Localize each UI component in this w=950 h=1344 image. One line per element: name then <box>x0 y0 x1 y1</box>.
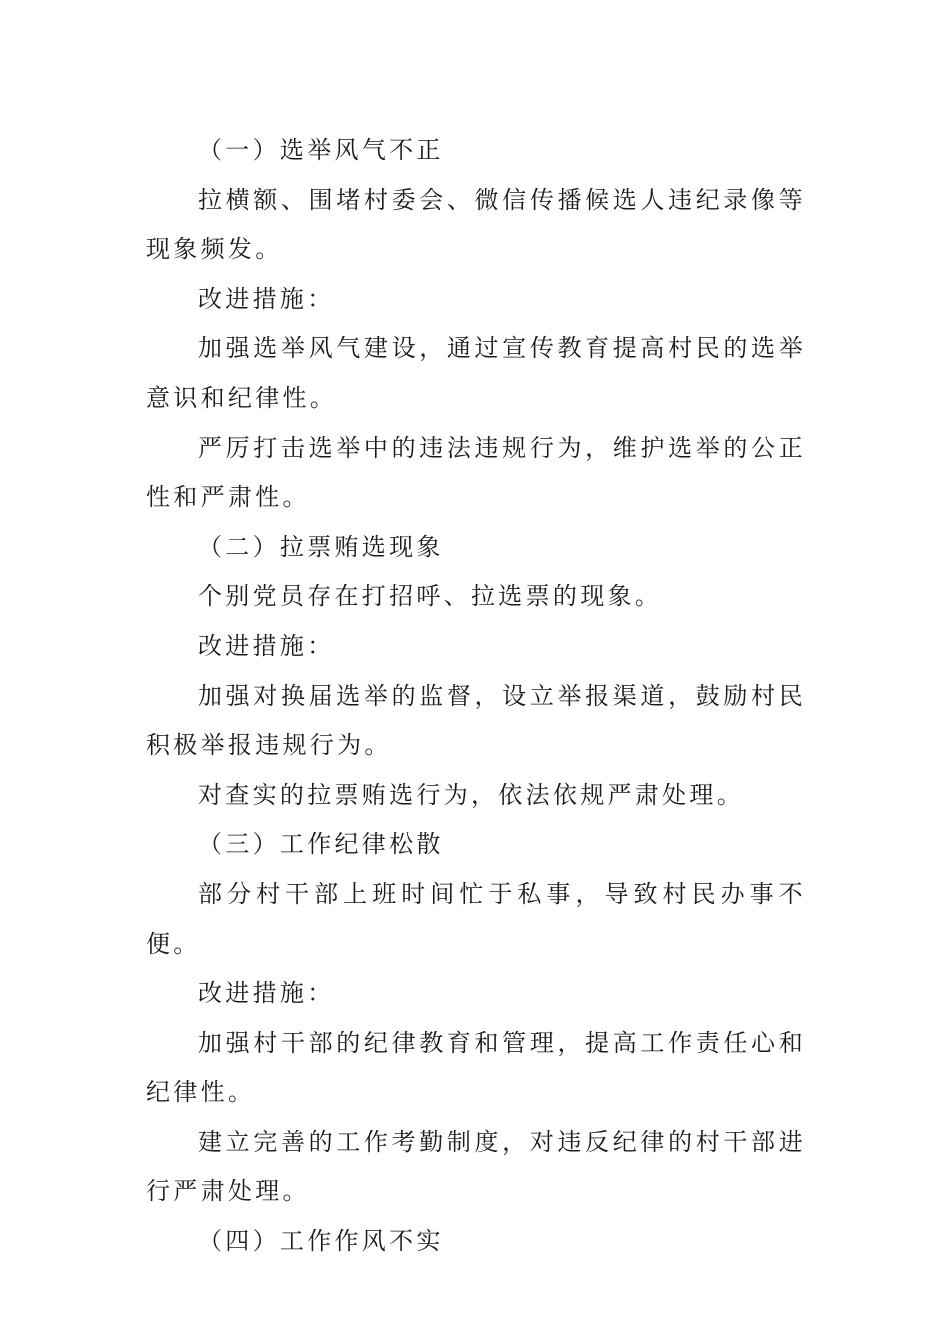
improvement-measure-3a: 加强村干部的纪律教育和管理，提高工作责任心和纪律性。 <box>146 1028 806 1107</box>
section-heading-3: （三）工作纪律松散 <box>198 830 444 859</box>
improvement-measure-1b: 严厉打击选举中的违法违规行为，维护选举的公正性和严肃性。 <box>146 433 806 512</box>
issue-description-2: 个别党员存在打招呼、拉选票的现象。 <box>198 582 663 611</box>
document-body <box>146 126 806 1267</box>
improvement-label-1: 改进措施： <box>198 284 335 313</box>
improvement-measure-3b: 建立完善的工作考勤制度，对违反纪律的村干部进行严肃处理。 <box>146 1127 806 1206</box>
issue-description-3: 部分村干部上班时间忙于私事，导致村民办事不便。 <box>146 879 806 958</box>
improvement-measure-2b: 对查实的拉票贿选行为，依法依规严肃处理。 <box>198 780 744 809</box>
improvement-measure-1a: 加强选举风气建设，通过宣传教育提高村民的选举意识和纪律性。 <box>146 334 806 412</box>
issue-description-1: 拉横额、围堵村委会、微信传播候选人违纪录像等现象频发。 <box>146 185 806 264</box>
section-heading-4: （四）工作作风不实 <box>198 1227 444 1256</box>
section-heading-1: （一）选举风气不正 <box>198 136 444 164</box>
improvement-label-3: 改进措施： <box>198 979 335 1008</box>
improvement-measure-2a: 加强对换届选举的监督，设立举报渠道，鼓励村民积极举报违规行为。 <box>146 681 806 760</box>
section-heading-2: （二）拉票贿选现象 <box>198 532 444 561</box>
improvement-label-2: 改进措施： <box>198 631 335 660</box>
